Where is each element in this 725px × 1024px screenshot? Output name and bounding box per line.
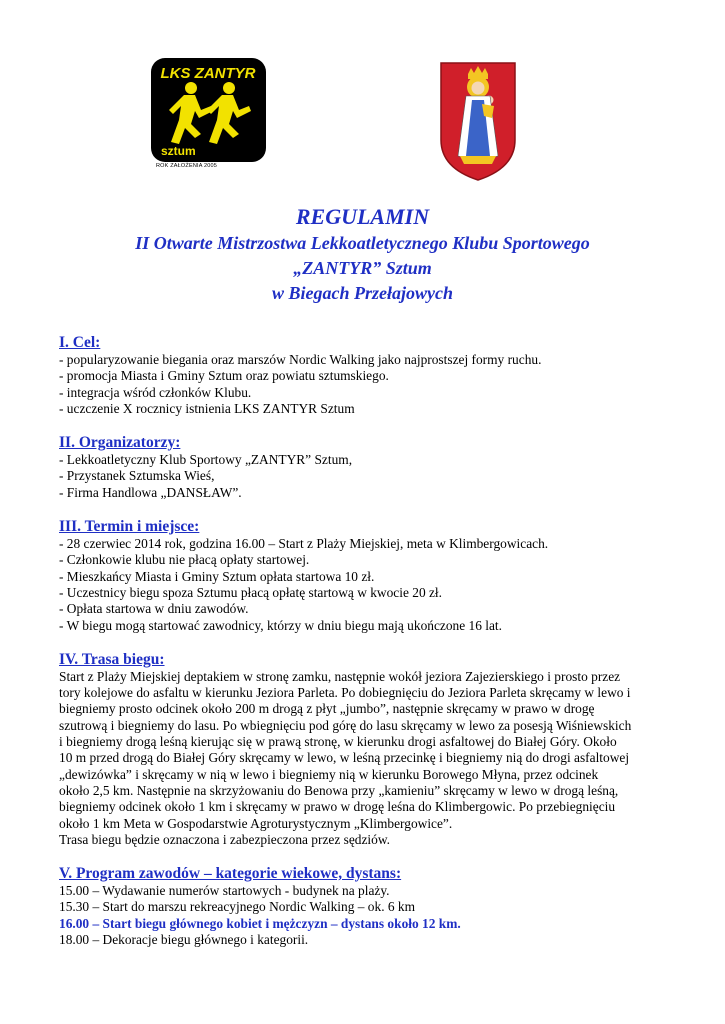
route-line: szutrową i biegniemy do lasu. Po wbiegnięciu pod górę do lasu skręcamy w lewo za posesją Wiśniewskich: [59, 717, 632, 733]
list-item: - Uczestnicy biegu spoza Sztumu płacą opłatę startową w kwocie 20 zł.: [59, 584, 442, 600]
section-heading-trasa: IV. Trasa biegu:: [59, 650, 165, 668]
section-heading-organizatorzy: II. Organizatorzy:: [59, 434, 181, 452]
program-item: 15.30 – Start do marszu rekreacyjnego Nordic Walking – ok. 6 km: [59, 899, 416, 915]
section-heading-termin: III. Termin i miejsce:: [59, 518, 200, 536]
title-line-3: w Biegach Przełajowych: [272, 283, 453, 303]
list-item: - promocja Miasta i Gminy Sztum oraz powiatu sztumskiego.: [59, 368, 389, 384]
route-line: biegniemy prosto odcinek około 200 m drogą z płyt „jumbo”, następnie skręcamy w prawo w drogę: [59, 701, 595, 717]
list-item: - Członkowie klubu nie płacą opłaty startowej.: [59, 552, 310, 568]
club-logo: [151, 58, 266, 178]
program-item-highlight: 16.00 – Start biegu głównego kobiet i mężczyzn – dystans około 12 km.: [59, 915, 461, 931]
list-item: - Przystanek Sztumska Wieś,: [59, 468, 215, 484]
list-item: - Opłata startowa w dniu zawodów.: [59, 601, 249, 617]
route-line: około 1 km Meta w Gospodarstwie Agroturystycznym „Klimbergowice”.: [59, 815, 453, 831]
title-line-1: II Otwarte Mistrzostwa Lekkoatletycznego Klubu Sportowego: [135, 233, 590, 253]
program-item: 15.00 – Wydawanie numerów startowych - budynek na plaży.: [59, 883, 390, 899]
route-line: i biegniemy drogą leśną kierując się w prawą stronę, w kierunku drogi asfaltowej do Białej Góry. Około: [59, 734, 617, 750]
program-item: 18.00 – Dekoracje biegu głównego i kategorii.: [59, 932, 309, 948]
list-item: - 28 czerwiec 2014 rok, godzina 16.00 – Start z Plaży Miejskiej, meta w Klimbergowicach.: [59, 536, 549, 552]
title-regulamin: REGULAMIN: [295, 204, 430, 229]
title-line-2: „ZANTYR” Sztum: [293, 258, 432, 278]
route-line: 10 m przed drogą do Białej Góry skręcamy w lewo, w leśną przecinkę i biegniemy nią do drogi asfaltowej: [59, 750, 630, 766]
list-item: - Lekkoatletyczny Klub Sportowy „ZANTYR” Sztum,: [59, 452, 353, 468]
route-line: Start z Plaży Miejskiej deptakiem w stronę zamku, następnie wokół jeziora Zajezierskiego i prosto przez: [59, 668, 621, 684]
section-heading-cel: I. Cel:: [59, 334, 101, 351]
route-note: Trasa biegu będzie oznaczona i zabezpieczona przez sędziów.: [59, 831, 390, 847]
document-title: [0, 203, 725, 306]
club-logo-caption: ROK ZAŁOŻENIA 2005: [156, 163, 218, 169]
runners-icon: [151, 58, 266, 163]
route-line: tory kolejowe do asfaltu w kierunku Jeziora Parleta. Po dobiegnięciu do Jeziora Parleta skręcamy w lewo i: [59, 685, 631, 701]
svg-text:sztum: sztum: [161, 144, 196, 158]
list-item: - uczczenie X rocznicy istnienia LKS ZANTYR Sztum: [59, 400, 355, 416]
list-item: - integracja wśród członków Klubu.: [59, 384, 252, 400]
header-logos: [0, 55, 725, 185]
list-item: - Mieszkańcy Miasta i Gminy Sztum opłata startowa 10 zł.: [59, 568, 375, 584]
svg-text:LKS ZANTYR: LKS ZANTYR: [160, 65, 256, 82]
coat-of-arms-icon: [438, 60, 518, 182]
section-heading-program: V. Program zawodów – kategorie wiekowe, dystans:: [59, 865, 402, 883]
route-line: biegniemy odcinek około 1 km i skręcamy w prawo w drogę leśna do Klimbergowic. Po przebiegnięciu: [59, 799, 616, 815]
route-line: „dewizówka” i skręcamy w nią w lewo i biegniemy nią w kierunku Borowego Młyna, przez odcinek: [59, 766, 599, 782]
list-item: - Firma Handlowa „DANSŁAW”.: [59, 484, 242, 500]
list-item: - W biegu mogą startować zawodnicy, którzy w dniu biegu mają ukończone 16 lat.: [59, 617, 503, 633]
list-item: - popularyzowanie biegania oraz marszów Nordic Walking jako najprostszej formy ruchu.: [59, 352, 542, 367]
route-line: około 2,5 km. Następnie na skrzyżowaniu do Benowa przy „kamieniu” skręcamy w lewo w drogą leśną,: [59, 782, 619, 798]
document-body: [59, 334, 689, 948]
